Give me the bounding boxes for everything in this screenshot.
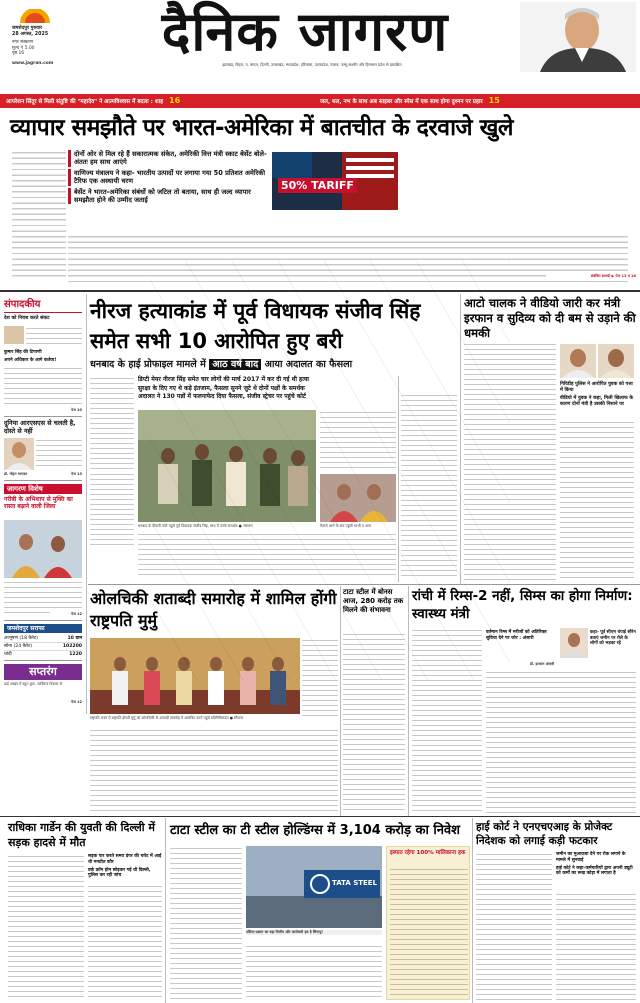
hc-bullet-2: हाई कोर्ट ने कहा-कर्मचारियों द्वारा अपनी ड्यूटी को कर्मों का रूख कोड़ा में लगाता है [556, 865, 633, 877]
neeraj-subhead-pre: धनबाद के हाई प्रोफाइल मामले में [90, 359, 206, 370]
neeraj-photo-side [320, 474, 396, 522]
lead-headline[interactable]: व्यापार समझौते पर भारत-अमेरिका में बातचीत के दरवाजे खुले [10, 115, 514, 141]
rims-bullet-2: कहा- पूर्व सीएम चंपाई सोरेन बताएं जमीन पर रोले के लोगों को भड़का रहे [590, 630, 636, 647]
hc-bullet-1: जमीन का मुआवजा देने पर रोक लगाने के मामले में सुनवाई [556, 852, 626, 863]
tatasteel-sidebar [386, 846, 470, 1000]
olchiki-photo [90, 638, 300, 714]
sun-logo-icon [18, 8, 52, 22]
neeraj-bullet-1: डिप्टी मेयर नीरज सिंह समेत चार लोगों की मार्च 2017 में कर दी गई थी हत्या [138, 376, 309, 383]
auto-bullet-2: वीडियो में युवक ने कहा, मिली खिलाफ के कारण दोनों मंत्री है उसकी निशाने पर [560, 396, 634, 407]
newspaper-title: दैनिक जागरण [161, 0, 449, 63]
auto-photo-1 [560, 344, 596, 378]
tatasteel-logo: TATA STEEL [332, 879, 378, 887]
rims-byline: डॉ. इरफान अंसारी [530, 662, 555, 666]
states-line: झारखंड, बिहार, प. बंगाल, दिल्ली, उत्तराखंड, मध्यप्रदेश, हरियाणा, उत्तरप्रदेश, पंजाब, जम्मू-कश्मीर और हिमाचल प्रदेश से प्रकाशित [222, 62, 402, 67]
neeraj-bullet-3: अदालत ने 130 पन्नों में फलनाफेद दिया फैसला, संजीव स्ट्रेचर पर पहुंचे कोर्ट [138, 393, 306, 401]
rims-bullet-1: वर्तमान रिम्स में मरीजों को अतिरिक्त सुविधा देने पर जोर : अंसारी [486, 630, 547, 641]
neeraj-photo-main [138, 410, 316, 522]
editorial-item-1[interactable]: देश को निराश करते संकट [4, 316, 50, 321]
olchiki-caption: राष्ट्रपति भवन में राष्ट्रपति द्रौपदी मुर्मु को ओलचिकी के शताब्दी समारोह में आमंत्रित करने पहुंचे प्रतिनिधिमंडल ● सौजन्य [90, 716, 244, 720]
teaser-right[interactable] [320, 96, 636, 107]
edition-city: जमशेदपुर गुरुवार [12, 26, 43, 31]
bullion-row [4, 651, 82, 658]
saptrang-page-ref[interactable]: पेज 12 [71, 700, 82, 704]
rims-headline[interactable]: रांची में रिम्स-2 नहीं, सिम्स का होगा निर्माण: स्वास्थ्य मंत्री [412, 589, 633, 622]
saptrang-tagline: ढाई आखर में बहुत कुछ, व्यक्तित्व विकास से [4, 682, 63, 686]
neeraj-bullet-2: सुरक्षा के दिए गए थे कड़े इंतजाम, फैसला सुनने जुटे थे दोनों पक्षों के समर्थक [138, 384, 305, 392]
lead-tariff-graphic [272, 152, 398, 210]
teaser-left-text: आपरेशन सिंदूर से मिली संतुष्टि की "महादेव" ने आत्मविश्वास में बदला : शाह [6, 99, 164, 105]
saptrang-label: सप्तरंग [4, 664, 82, 680]
lead-bullet-3: बेसेंट ने भारत-अमेरिका संबंधों को जटिल तो बताया, साथ ही जल्द व्यापार समझौता होने की उम्मीद जताई [68, 188, 268, 205]
page-count: पृष्ठ 16 [12, 51, 25, 57]
bullion-item: चांदी [4, 652, 12, 657]
neeraj-sidebar [401, 378, 457, 580]
opinion-page-ref[interactable]: पेज 13 [71, 472, 82, 476]
jagran-vishesh-heading[interactable]: गरीबी के अभिशाप से मुक्ति का रास्ता बढ़ाने वाली जिला [4, 496, 73, 511]
edition-date: 28 अगस्त, 2025 [12, 32, 49, 37]
hc-headline[interactable]: हाई कोर्ट ने एनएचएआइ के प्रोजेक्ट निदेशक को लगाई कड़ी फटकार [476, 821, 613, 847]
lead-body-bottom [68, 234, 628, 282]
tata-bonus-headline[interactable]: टाटा स्टील में बोनस आज, 280 करोड़ तक मिलने की संभावना [343, 588, 404, 614]
bullion-label: जमशेदपुर सराफा [4, 624, 82, 633]
website[interactable]: www.jagran.com [12, 61, 54, 66]
rims-photo [560, 628, 588, 658]
neeraj-subhead [90, 358, 458, 372]
tatasteel-sidebar-heading: इस्पात रहेगा 100% मालिकाना हक [390, 850, 466, 856]
editorial-item-2[interactable]: कुमार सिंह की टिप्पणी [4, 350, 42, 355]
neeraj-caption-main: धनबाद के दीवानी कोर्ट पहुंचे पूर्व विधायक संजीव सिंह, साथ में उनके समर्थक ● जागरण [138, 524, 253, 528]
bullion-value: 1220 [69, 652, 82, 657]
jagran-vishesh-page-ref[interactable]: पेज 12 [50, 612, 82, 617]
auto-bullet-1: गिरिडीह पुलिस ने आरोपित युवक को पत्ता में किया [560, 382, 633, 393]
jagran-vishesh-photo [4, 520, 82, 578]
tatasteel-headline[interactable]: टाटा स्टील का टी स्टील होल्डिंग्स में 3,104 करोड़ का निवेश [170, 823, 460, 838]
editorial-page-ref[interactable]: पेज 10 [71, 408, 82, 412]
tariff-label: 50% TARIFF [278, 178, 357, 193]
opinion-heading[interactable]: दुनिया आरएसएस से चलती है, दोस्ते से नहीं [4, 419, 76, 435]
lead-bullet-1: दोनों ओर से मिल रहे हैं सकारात्मक संकेत, अमेरिकी वित्त मंत्री स्काट बेसेंट बोले- अंततः हम साथ आएंगे [68, 150, 268, 167]
opinion-byline: डॉ. मोहन भागवत [4, 472, 28, 476]
bullion-item: सोना (24 कैरेट) [4, 644, 33, 649]
olchiki-headline[interactable]: ओलचिकी शताब्दी समारोह में शामिल होंगी राष्ट्रपति मुर्मु [90, 589, 337, 630]
radhika-headline[interactable]: राधिका गार्डेन की युवती की दिल्ली में सड़क हादसे में मौत [8, 821, 156, 849]
neeraj-subhead-highlight: आठ वर्ष बाद [209, 359, 261, 370]
teaser-right-text: जल, थल, नभ के साथ अब साइबर और स्पेस में एक साथ होगा दुश्मन पर प्रहार [320, 99, 483, 105]
teaser-left-page: 16 [169, 96, 181, 105]
bullion-table [4, 635, 82, 658]
teaser-strip [0, 94, 640, 108]
bullion-item: आभूषण (18 कैरेट) [4, 636, 38, 641]
teaser-right-page: 15 [488, 96, 500, 105]
jagran-vishesh-label: जागरण विशेष [4, 484, 82, 494]
tatasteel-photo [246, 846, 382, 928]
lead-bullet-2: वाणिज्य मंत्रालय ने कहा- भारतीय उत्पादों पर लगाया गया 50 प्रतिशत अमेरिकी टैरिफ एक अस्थायी चरण [68, 169, 268, 186]
radhika-bullet-1: सड़क पार करते समय डंपर की चपेट में आई थी मनप्रीत कौर [88, 854, 162, 865]
auto-headline[interactable]: आटो चालक ने वीडियो जारी कर मंत्री इरफान व सुदिव्य को दी बम से उड़ाने की धमकी [464, 296, 636, 340]
opinion-photo [4, 438, 34, 470]
masthead [0, 0, 640, 74]
neeraj-headline[interactable]: नीरज हत्याकांड में पूर्व विधायक संजीव सिंह समेत सभी 10 आरोपित हुए बरी [90, 299, 421, 353]
edition-type: नगर संस्करण [12, 40, 34, 45]
bullion-value: 10 ग्राम [67, 636, 82, 641]
editorial-item-3[interactable]: अपने अधिकार के आगे कर्तव्य! [4, 358, 57, 363]
bullion-row [4, 643, 82, 651]
editorial-section: संपादकीय [4, 298, 82, 313]
radhika-bullet-2: वर्क फ्रॉम होम छोड़कर गई थी दिल्ली, पुलिस कर रही जांच [88, 867, 151, 879]
lead-body-left [12, 150, 66, 280]
teaser-left[interactable] [6, 96, 316, 107]
price: मूल्य ₹ 5.00 [12, 45, 35, 51]
ad-portrait [520, 2, 636, 72]
left-column [0, 294, 86, 714]
editorial-photo [4, 326, 24, 344]
auto-photo-2 [598, 344, 634, 378]
neeraj-caption-side: फैसले आने के बाद पहुंची भाभी व अन्य [320, 524, 371, 528]
bullion-row [4, 635, 82, 643]
neeraj-subhead-post: आया अदालत का फैसला [264, 359, 353, 370]
tatasteel-caption: एशिया-प्रशांत का बड़ा वित्तीय और कारोबारी हब है सिंगापुर [246, 930, 382, 935]
lead-continued[interactable]: संबंधित सामग्री ▶ पेज 13 व 16 [546, 274, 636, 279]
bullion-value: 102200 [62, 644, 82, 649]
